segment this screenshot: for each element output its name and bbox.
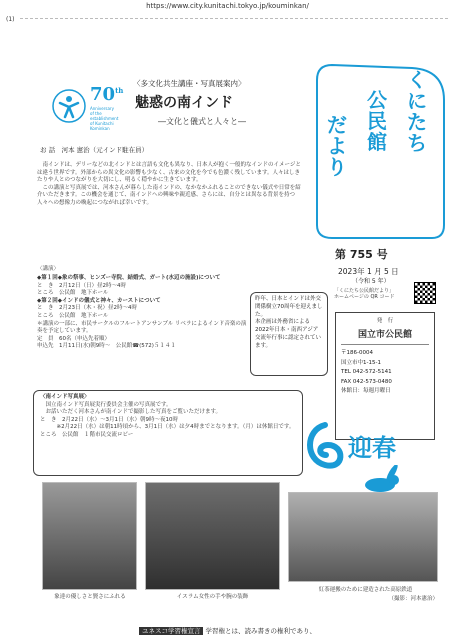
issue-number: 第 755 号 <box>335 248 388 261</box>
logo-suffix: th <box>115 86 124 95</box>
masthead-char: よ <box>327 134 347 158</box>
course-item: 申込先 1月11日(水)朝9時～ 公民館☎(572)５１４１ <box>37 343 176 350</box>
anniversary-logo <box>52 84 127 129</box>
swirl-decoration-icon <box>300 420 350 480</box>
masthead-char: に <box>407 89 427 113</box>
exhibition-line: 国立南インド写真展実行委員会主催の写真展です。 <box>40 401 172 408</box>
masthead-char: だ <box>327 113 347 137</box>
exhibition-line: お話いただく河本さんが南インドで撮影した写真をご覧いただけます。 <box>40 409 222 416</box>
logo-number: 70 <box>90 84 116 105</box>
exhibition-line: ところ 公民館 １階市民交流ロビー <box>40 431 134 438</box>
intro-text <box>37 162 302 208</box>
publisher-fax: FAX 042-573-0480 <box>341 378 392 385</box>
hp-line: ホームページの QR コード <box>334 294 395 300</box>
photo-credit: （撮影：河本憲治） <box>388 596 438 602</box>
publisher-address: 国立市中1-15-1 <box>341 359 381 366</box>
exhibition-line: ※2月22日（水）は朝11時頃から、3月1日（水）は夕4時までとなります。（月）は休館日です。 <box>40 424 295 431</box>
course-item: と き 2月12日（日）昼2時～4時 <box>37 282 126 289</box>
intro-paragraph: 南インドは、デリーなどの北インドとは言語も文化も異なり、日本人が抱く一般的なインドのイメージとは違う世界です。外部からの異文化の影響も少なく、古来の文化を今でも色濃く残しています。人々はしきたりや人とのつながりを大切にし、明るく穏やかに生きています。 <box>37 162 301 184</box>
exhibition-box <box>33 390 303 476</box>
course-item: 定 員 60名（申込先着順） <box>37 335 110 342</box>
greeting-text: 迎春 <box>348 434 396 462</box>
exhibition-heading: 〈南インド写真展〉 <box>40 394 90 400</box>
qr-code-icon[interactable] <box>414 282 436 304</box>
masthead-char: 公 <box>367 88 387 112</box>
henna-photo <box>145 482 280 590</box>
masthead-logo <box>312 60 447 240</box>
course-item: と き 2月23日（木・祝）昼2時～4時 <box>37 305 137 312</box>
logo-line: of the establishment <box>90 111 119 121</box>
intro-paragraph: この講演と写真展では、河本さんが暮らした南インドの、なかなかふれることのできない儀式や日常を紹介いただきます。この機会を通じて、南インドへの興味や親近感、さらには、自分とは異なる背景を持つ人々への想像力の喚起につながれば幸いです。 <box>37 184 301 206</box>
page-number: (1) <box>6 16 15 23</box>
lecturer-name: お 話 河本 憲治（元インド駐在員） <box>40 146 149 154</box>
masthead-char: く <box>407 68 427 92</box>
issue-date: 2023年 1 月 5 日 <box>338 267 399 276</box>
logo-line: of Kunitachi Kominkan <box>90 121 114 131</box>
publisher-label: 発 行 <box>376 318 394 324</box>
publisher-closed: 休館日：毎週月曜日 <box>341 388 391 394</box>
note-box <box>250 292 328 376</box>
publisher-postal: 〒186-0004 <box>341 350 373 356</box>
course-item: ◆第２回◆インドの儀式と神々、カーストについて <box>37 297 161 304</box>
header-divider <box>20 18 448 19</box>
footer <box>0 626 455 635</box>
note-text: 本企画は外務省による2022年日本・南西アジア交流年行事に認定されています。 <box>255 319 322 349</box>
lecture-subtitle: 〈多文化共生講座・写真展案内〉 <box>133 79 246 88</box>
railway-photo <box>288 492 438 582</box>
rabbit-icon <box>350 465 410 495</box>
photo-caption: 象達の優しさと賢さにふれる <box>54 594 126 600</box>
course-item: ところ 公民館 地下ホール <box>37 290 109 297</box>
hp-line: 「くにたち公民館だより」 <box>334 288 395 294</box>
issue-era: （令和 5 年） <box>352 278 390 285</box>
course-item: ところ 公民館 地下ホール <box>37 312 109 319</box>
logo-line: Anniversary <box>90 106 114 111</box>
course-item: ◆第１回◆象の祭事、ヒンズー寺院、結婚式、ガート(水辺の施設)について <box>37 275 221 281</box>
masthead-char: 民 <box>367 109 387 133</box>
masthead-char: 館 <box>367 130 387 154</box>
photo-caption: 紅茶運搬のために建造された高原鉄道 <box>318 587 413 593</box>
footer-tag: ユネスコ学習権宣言 <box>139 627 204 635</box>
publisher-divider <box>341 344 429 345</box>
course-heading: 〈講演〉 <box>37 266 60 272</box>
new-year-greeting <box>300 420 430 500</box>
note-text: 昨年、日本とインドは外交関係樹立70周年を迎えました。 <box>255 296 323 318</box>
masthead-char: ち <box>407 131 427 155</box>
lecture-title: 魅惑の南インド <box>135 95 233 111</box>
masthead-char: た <box>407 110 427 134</box>
homepage-note <box>334 288 395 300</box>
people-circle-icon <box>52 89 87 124</box>
course-item: ＊講演の一部に、市民サークルのフルートアンサンブル リベラによるインド音楽の演奏を予定しています。 <box>37 320 247 335</box>
publisher-tel: TEL 042-572-5141 <box>341 369 392 375</box>
lecture-tagline: ―文化と儀式と人々と― <box>158 117 246 126</box>
publisher-name: 国立市公民館 <box>357 330 412 340</box>
elephant-photo <box>42 482 137 590</box>
exhibition-line: と き 2月22日（水）～3月1日（水）朝9時～夜10時 <box>40 416 178 423</box>
photo-caption: イスラム女性の手や腕の装飾 <box>176 594 249 600</box>
footer-text: 学習権とは、読み書きの権利であり、 <box>205 627 317 635</box>
header-url[interactable]: https://www.city.kunitachi.tokyo.jp/kouminkan/ <box>146 2 309 10</box>
masthead-char: り <box>327 155 347 179</box>
